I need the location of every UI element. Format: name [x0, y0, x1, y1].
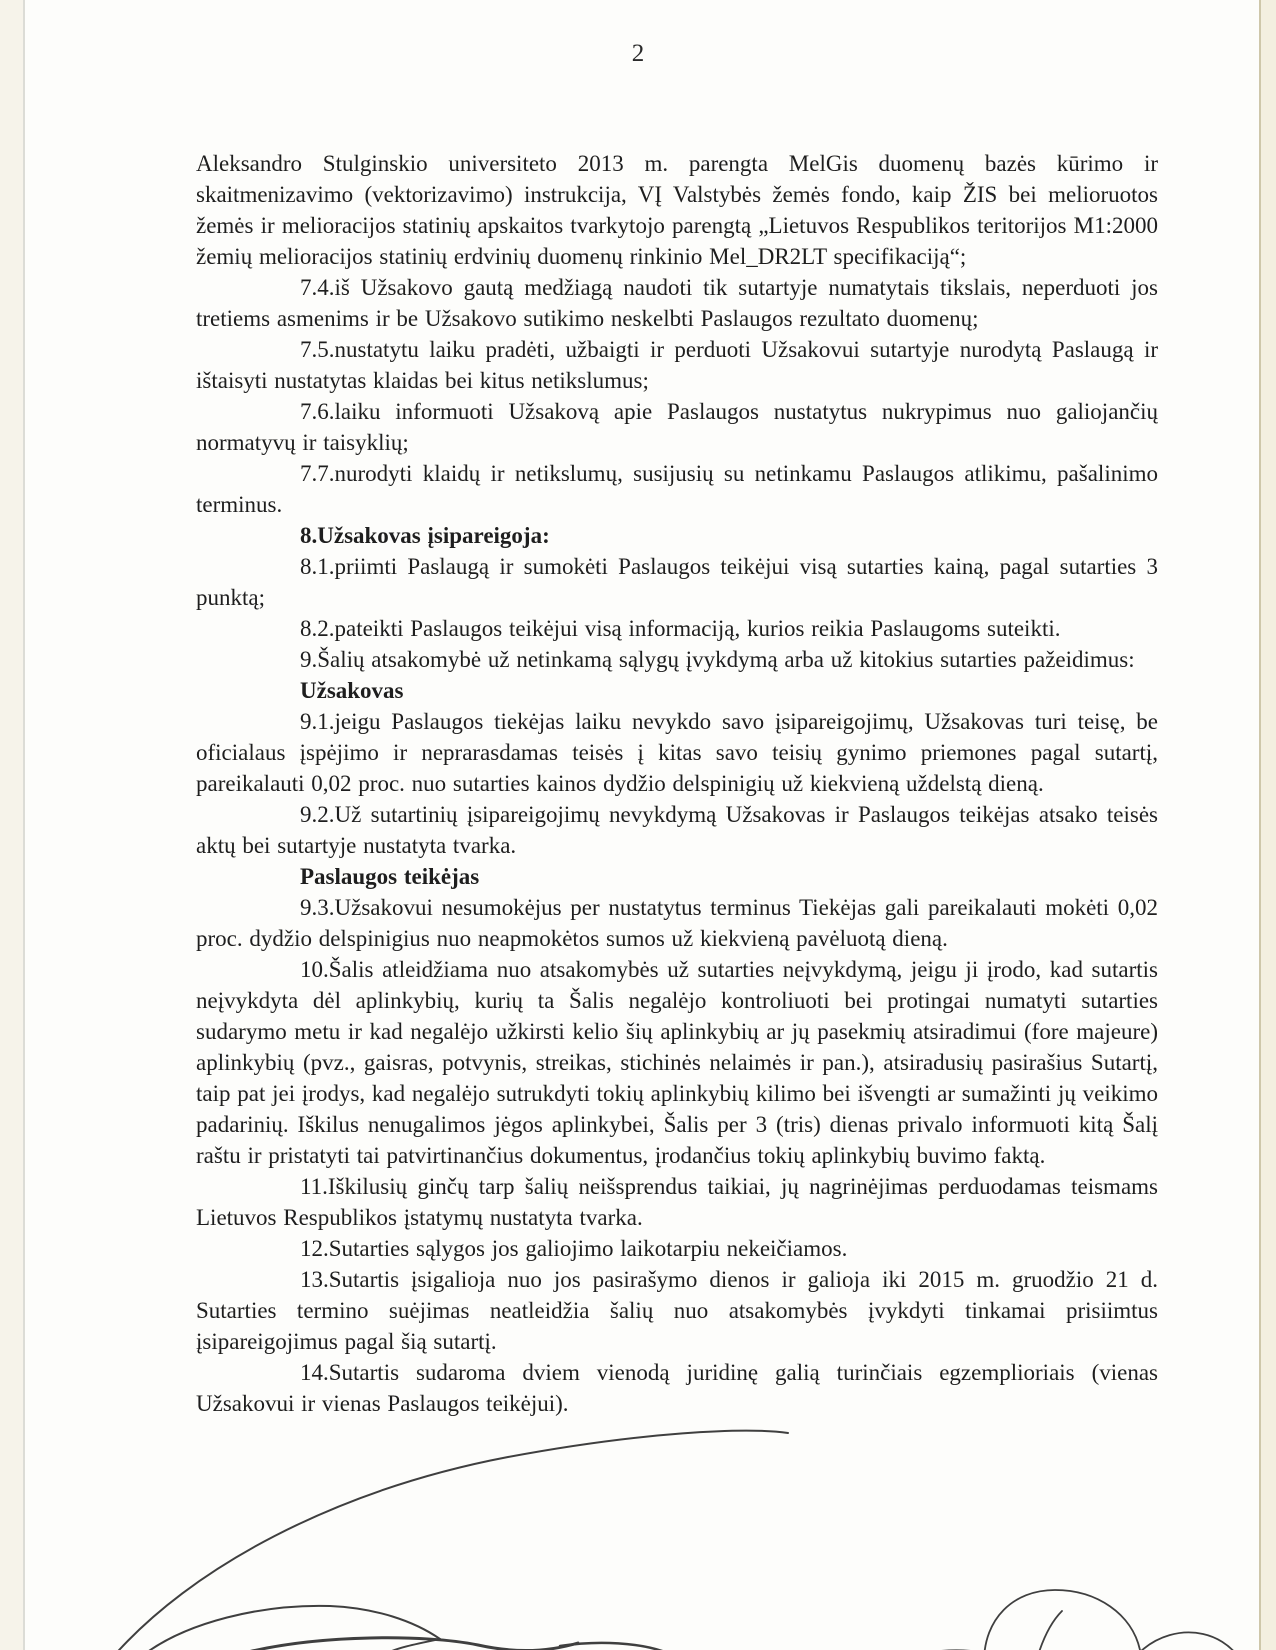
heading-paslaugos-teikejas: Paslaugos teikėjas — [300, 864, 480, 889]
heading-uzsakovas: Užsakovas — [300, 678, 404, 703]
signature-area — [0, 1400, 1276, 1650]
clause-7-5: 7.5.nustatytu laiku pradėti, užbaigti ir perduoti Užsakovui sutartyje nurodytą Paslaugą ir ištaisyti nustatytas klaidas bei kitus netikslumus; — [196, 337, 1158, 393]
clause-9-3: 9.3.Užsakovui nesumokėjus per nustatytus terminus Tiekėjas gali pareikalauti mokėti 0,02 proc. dydžio delspinigius nuo neapmokėtos sumos už kiekvieną pavėluotą dieną. — [196, 895, 1158, 951]
clause-9-1: 9.1.jeigu Paslaugos tiekėjas laiku nevykdo savo įsipareigojimų, Užsakovas turi teisę, be oficialaus įspėjimo ir neprarasdamas teisės į kitas savo teisių gynimo priemones pagal sutartį, pareikalauti 0,02 proc. nuo sutarties kainos dydžio delspinigių už kiekvieną uždelstą dieną. — [196, 709, 1158, 796]
clause-9: 9.Šalių atsakomybė už netinkamą sąlygų įvykdymą arba už kitokius sutarties pažeidimus: — [300, 647, 1135, 672]
scan-left-edge-line — [23, 0, 25, 1650]
document-body — [196, 148, 1158, 1419]
scan-right-edge — [1261, 0, 1276, 1650]
clause-12: 12.Sutarties sąlygos jos galiojimo laikotarpiu nekeičiamos. — [300, 1236, 848, 1261]
clause-14: 14.Sutartis sudaroma dviem vienodą juridinę galią turinčiais egzemplioriais (vienas Užsakovui ir vienas Paslaugos teikėjui). — [196, 1360, 1158, 1416]
clause-11: 11.Iškilusių ginčų tarp šalių neišsprendus taikiai, jų nagrinėjimas perduodamas teismams Lietuvos Respublikos įstatymų nustatyta tvarka. — [196, 1174, 1158, 1230]
clause-13: 13.Sutartis įsigalioja nuo jos pasirašymo dienos ir galioja iki 2015 m. gruodžio 21 d. Sutarties termino suėjimas neatleidžia šalių nuo atsakomybės įvykdyti tinkamai prisiimtus įsipareigojimus pagal šią sutartį. — [196, 1267, 1158, 1354]
paragraph-continuation: Aleksandro Stulginskio universiteto 2013 m. parengta MelGis duomenų bazės kūrimo ir skaitmenizavimo (vektorizavimo) instrukcija, VĮ Valstybės žemės fondo, kaip ŽIS bei melioruotos žemės ir melioracijos statinių apskaitos tvarkytojo parengtą „Lietuvos Respublikos teritorijos M1:2000 žemių melioracijos statinių erdvinių duomenų rinkinio Mel_DR2LT specifikaciją“; — [196, 151, 1158, 269]
signature-left — [112, 1431, 788, 1650]
clause-8-1: 8.1.priimti Paslaugą ir sumokėti Paslaugos teikėjui visą sutarties kainą, pagal sutarties 3 punktą; — [196, 554, 1158, 610]
scan-left-edge — [0, 0, 23, 1650]
clause-8-2: 8.2.pateikti Paslaugos teikėjui visą informaciją, kurios reikia Paslaugoms suteikti. — [300, 616, 1061, 641]
signature-right — [905, 1590, 1237, 1650]
clause-9-2: 9.2.Už sutartinių įsipareigojimų nevykdymą Užsakovas ir Paslaugos teikėjas atsako teisės aktų bei sutartyje nustatyta tvarka. — [196, 802, 1158, 858]
clause-7-7: 7.7.nurodyti klaidų ir netikslumų, susijusių su netinkamu Paslaugos atlikimu, pašalinimo terminus. — [196, 461, 1158, 517]
page-number: 2 — [631, 40, 645, 67]
clause-10: 10.Šalis atleidžiama nuo atsakomybės už sutarties neįvykdymą, jeigu ji įrodo, kad sutartis neįvykdyta dėl aplinkybių, kurių ta Šalis negalėjo kontroliuoti bei protingai numatyti sutarties sudarymo metu ir kad negalėjo užkirsti kelio šių aplinkybių ar jų pasekmių atsiradimui (fore majeure) aplinkybių (pvz., gaisras, potvynis, streikas, stichinės nelaimės ir pan.), atsiradusių pasirašius Sutartį, taip pat jei įrodys, kad negalėjo sutrukdyti tokių aplinkybių kilimo bei išvengti ar sumažinti jų veikimo padarinių. Iškilus nenugalimos jėgos aplinkybei, Šalis per 3 (tris) dienas privalo informuoti kitą Šalį raštu ir pristatyti tai patvirtinančius dokumentus, įrodančius tokių aplinkybių buvimo faktą. — [196, 957, 1158, 1168]
clause-7-6: 7.6.laiku informuoti Užsakovą apie Paslaugos nustatytus nukrypimus nuo galiojančių normatyvų ir taisyklių; — [196, 399, 1158, 455]
heading-8: 8.Užsakovas įsipareigoja: — [300, 523, 550, 548]
clause-7-4: 7.4.iš Užsakovo gautą medžiagą naudoti tik sutartyje numatytais tikslais, neperduoti jos tretiems asmenims ir be Užsakovo sutikimo neskelbti Paslaugos rezultato duomenų; — [196, 275, 1158, 331]
